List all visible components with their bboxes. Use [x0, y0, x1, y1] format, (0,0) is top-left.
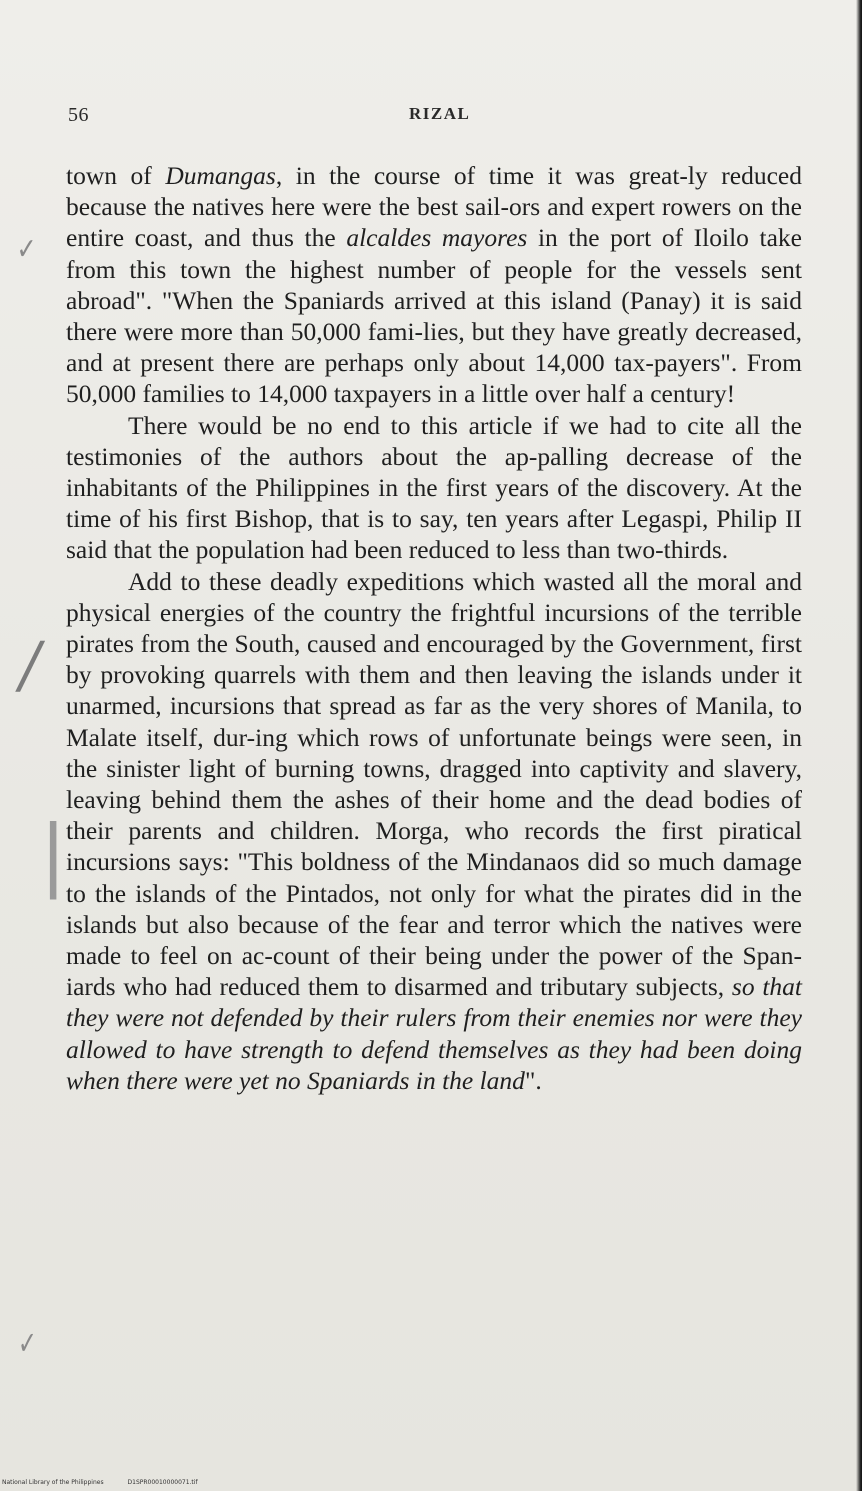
body-text	[66, 160, 802, 1096]
text-run: in the port of Iloilo take from this town the highest number of people for the vessels sent abroad". "When the Spaniards arrived at this island (Panay) it is said there were more than 50,000 fami-lies, but they have greatly decreased, and at present there are perhaps only about 14,000 tax-payers". From 50,000 families to 14,000 taxpayers in a little over half a century!	[66, 223, 802, 409]
text-run: There would be no end to this article if we had to cite all the testimonies of the authors about the ap-palling decrease of the inhabitants of the Philippines in the first years of the discovery. At the time of his first Bishop, that is to say, ten years after Legaspi, Philip II said that the population had been reduced to less than two-thirds.	[66, 410, 802, 565]
text-run: town of	[66, 161, 166, 190]
footer-library-name: National Library of the Philippines	[2, 1479, 104, 1486]
paragraph	[66, 566, 802, 1096]
scan-footer	[2, 1479, 198, 1486]
margin-check-mark-icon: ✓	[18, 1324, 37, 1362]
page-header	[0, 104, 862, 134]
text-run: ".	[524, 1065, 542, 1095]
margin-slash-mark-icon: /	[13, 628, 48, 701]
page-edge-shadow	[856, 0, 862, 1491]
margin-check-mark-icon: ✓	[16, 232, 37, 267]
text-run: Add to these deadly expeditions which wasted all the moral and physical energies of the country the frightful incursions of the terrible pirates from the South, caused and encouraged by the Government, first by provoking quarrels with them and then leaving the islands under it unarmed, incursions that spread as far as the very shores of Manila, to Malate itself, dur-ing which rows of unfortunate beings were seen, in the sinister light of burning towns, dragged into captivity and slavery, leaving behind them the ashes of their home and the dead bodies of their parents and children. Morga, who records the first piratical incursions says: "This boldness of the Mindanaos did so much damage to the islands of the Pintados, not only for what the pirates did in the islands but also because of the fear and terror which the natives were made to feel on ac-count of their being under the power of the Span-iards who had reduced them to disarmed and tributary subjects,	[66, 566, 802, 1002]
italic-quotation: so that they were not defended by their rulers from their enemies nor were they allowed to have strength to defend themselves as they had been doing when there were yet no Spaniards in the land	[66, 972, 802, 1095]
italic-term: alcaldes mayores	[346, 223, 528, 253]
paragraph	[66, 160, 802, 410]
page-number: 56	[68, 104, 89, 126]
paragraph	[66, 410, 802, 566]
margin-bar-mark-icon: |	[40, 810, 67, 900]
running-head: RIZAL	[409, 104, 471, 123]
footer-file-id: D1SPR00010000071.tif	[127, 1479, 198, 1486]
italic-place-name: Dumangas	[165, 161, 276, 190]
text-run: , in the course of time it was great-ly reduced because the natives here were the best sail-ors and expert rowers on the entire coast, and thus the	[66, 161, 802, 253]
